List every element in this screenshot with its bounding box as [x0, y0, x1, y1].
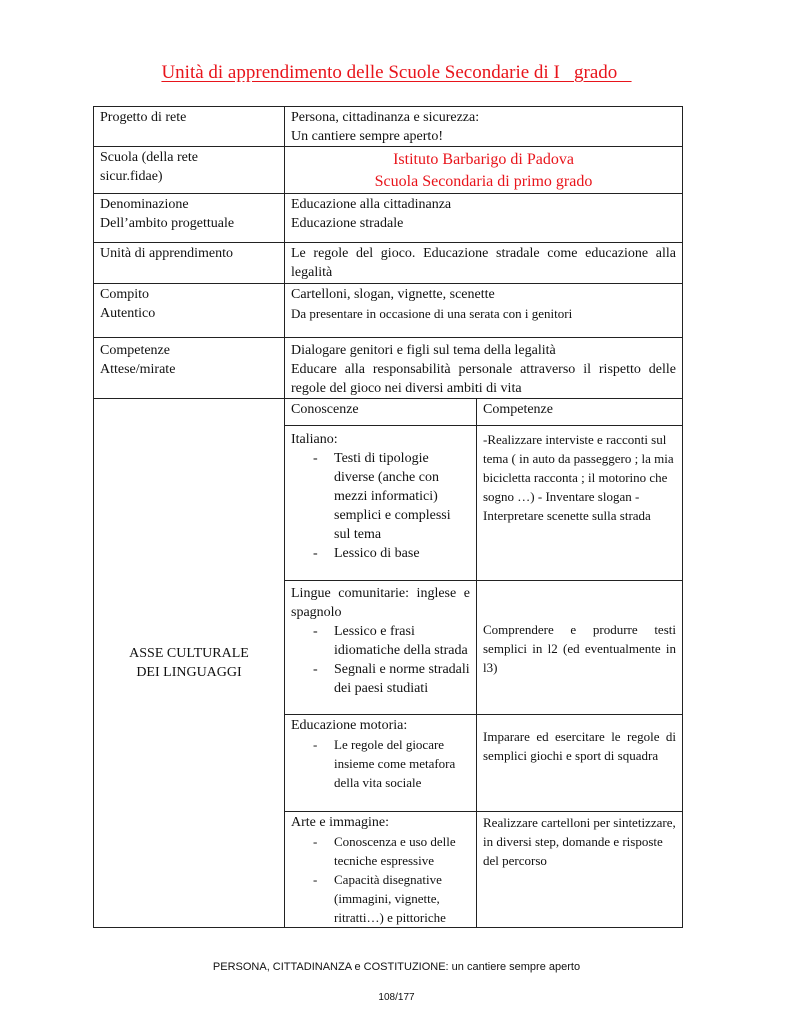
- label-compito: Compito Autentico: [94, 284, 285, 338]
- competenze-italiano: -Realizzare interviste e racconti sul tema ( in auto da passeggero ; la mia bicicletta racconta ; il motorino che sogno …) - Inventare slogan -Interpretare scenette sulla strada: [477, 426, 683, 581]
- value-scuola: Istituto Barbarigo di Padova Scuola Secondaria di primo grado: [285, 147, 683, 194]
- competenze-motoria: Imparare ed esercitare le regole di semplici giochi e sport di squadra: [477, 715, 683, 812]
- row-progetto: [94, 107, 683, 147]
- label-denominazione: Denominazione Dell’ambito progettuale: [94, 194, 285, 243]
- value-progetto: Persona, cittadinanza e sicurezza: Un cantiere sempre aperto!: [285, 107, 683, 147]
- value-competenze: Dialogare genitori e figli sul tema della legalità Educare alla responsabilità personale attraverso il rispetto delle regole del gioco nei diversi ambiti di vita: [285, 338, 683, 399]
- value-compito: Cartelloni, slogan, vignette, scenette Da presentare in occasione di una serata con i genitori: [285, 284, 683, 338]
- value-unita: Le regole del gioco. Educazione stradale come educazione alla legalità: [285, 243, 683, 284]
- conoscenze-arte: Arte e immagine: - Conoscenza e uso delle tecniche espressive - Capacità disegnative (immagini, vignette, ritratti…) e pittoriche: [285, 812, 477, 928]
- page-footer: PERSONA, CITTADINANZA e COSTITUZIONE: un cantiere sempre aperto: [212, 961, 581, 973]
- conoscenze-italiano: Italiano: - Testi di tipologie diverse (anche con mezzi informatici) semplici e complessi sul tema - Lessico di base: [285, 426, 477, 581]
- row-headers: [94, 399, 683, 426]
- label-progetto: Progetto di rete: [94, 107, 285, 147]
- row-compito: [94, 284, 683, 338]
- row-denominazione: [94, 194, 683, 243]
- list-item: - Lessico e frasi idiomatiche della strada: [313, 622, 470, 660]
- asse-culturale-cell: ASSE CULTURALE DEI LINGUAGGI: [94, 399, 285, 928]
- list-item: - Testi di tipologie diverse (anche con mezzi informatici) semplici e complessi sul tema: [313, 449, 470, 544]
- label-competenze: Competenze Attese/mirate: [94, 338, 285, 399]
- list-item: - Conoscenza e uso delle tecniche espressive: [313, 832, 470, 870]
- row-unita: [94, 243, 683, 284]
- curriculum-table: [93, 106, 683, 928]
- header-competenze: Competenze: [477, 399, 683, 426]
- list-item: - Segnali e norme stradali dei paesi studiati: [313, 660, 470, 698]
- row-competenze: [94, 338, 683, 399]
- competenze-lingue: Comprendere e produrre testi semplici in l2 (ed eventualmente in l3): [477, 581, 683, 715]
- list-item: - Le regole del giocare insieme come metafora della vita sociale: [313, 735, 470, 792]
- page-title: Unità di apprendimento delle Scuole Secondarie di I grado: [161, 62, 632, 83]
- list-item: - Capacità disegnative (immagini, vignette, ritratti…) e pittoriche: [313, 870, 470, 927]
- row-scuola: [94, 147, 683, 194]
- conoscenze-motoria: Educazione motoria: - Le regole del giocare insieme come metafora della vita sociale: [285, 715, 477, 812]
- list-item: - Lessico di base: [313, 544, 470, 563]
- conoscenze-lingue: Lingue comunitarie: inglese e spagnolo - Lessico e frasi idiomatiche della strada - Segnali e norme stradali dei paesi studiati: [285, 581, 477, 715]
- competenze-arte: Realizzare cartelloni per sintetizzare, in diversi step, domande e risposte del percorso: [477, 812, 683, 928]
- page-number: 108/177: [378, 992, 415, 1003]
- value-denominazione: Educazione alla cittadinanza Educazione stradale: [285, 194, 683, 243]
- label-scuola: Scuola (della rete sicur.fidae): [94, 147, 285, 194]
- label-unita: Unità di apprendimento: [94, 243, 285, 284]
- header-conoscenze: Conoscenze: [285, 399, 477, 426]
